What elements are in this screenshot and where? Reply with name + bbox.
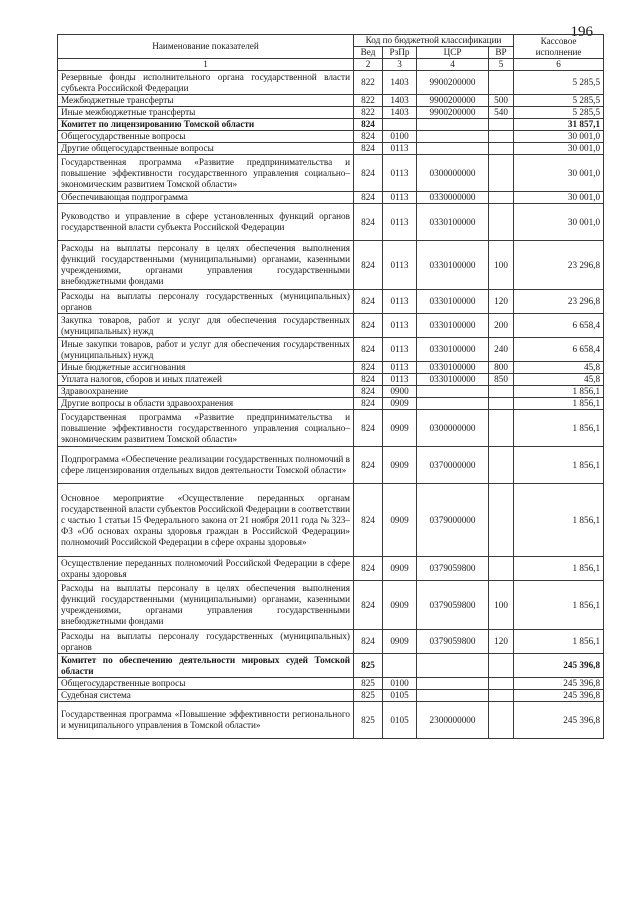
row-name: Иные межбюджетные трансферты <box>58 107 354 119</box>
row-rzpr: 0909 <box>383 447 417 484</box>
row-name: Комитет по лицензированию Томской области <box>58 119 354 131</box>
row-ved: 824 <box>354 447 383 484</box>
row-rzpr: 0113 <box>383 374 417 386</box>
row-name: Подпрограмма «Обеспечение реализации государственных полномочий в сфере лицензирования отдельных видов деятельности Томской области» <box>58 447 354 484</box>
row-vr <box>489 410 514 447</box>
row-ved: 824 <box>354 557 383 581</box>
row-name: Резервные фонды исполнительного органа государственной власти субъекта Российской Федерации <box>58 71 354 95</box>
row-amount: 30 001,0 <box>514 192 604 204</box>
table-row <box>58 71 604 95</box>
table-row <box>58 95 604 107</box>
header-name-column: Наименование показателей <box>58 35 354 59</box>
row-csr <box>417 678 489 690</box>
row-ved: 824 <box>354 386 383 398</box>
row-amount: 23 296,8 <box>514 241 604 290</box>
row-amount: 245 396,8 <box>514 702 604 739</box>
table-row <box>58 119 604 131</box>
header-amount-column: Кассовое исполнение <box>514 35 604 59</box>
row-amount: 1 856,1 <box>514 581 604 630</box>
column-number: 6 <box>514 59 604 71</box>
budget-execution-table <box>57 34 604 739</box>
table-row <box>58 630 604 654</box>
row-name: Расходы на выплаты персоналу государственных (муниципальных) органов <box>58 630 354 654</box>
row-vr: 120 <box>489 630 514 654</box>
row-vr <box>489 155 514 192</box>
row-amount: 245 396,8 <box>514 678 604 690</box>
row-rzpr: 0113 <box>383 204 417 241</box>
row-name: Осуществление переданных полномочий Российской Федерации в сфере охраны здоровья <box>58 557 354 581</box>
row-csr: 0379059800 <box>417 557 489 581</box>
row-vr: 200 <box>489 314 514 338</box>
row-amount: 45,8 <box>514 374 604 386</box>
row-rzpr: 0113 <box>383 290 417 314</box>
row-name: Межбюджетные трансферты <box>58 95 354 107</box>
row-vr <box>489 71 514 95</box>
row-amount: 1 856,1 <box>514 557 604 581</box>
row-amount: 5 285,5 <box>514 107 604 119</box>
row-ved: 824 <box>354 314 383 338</box>
row-vr: 850 <box>489 374 514 386</box>
row-vr <box>489 557 514 581</box>
row-amount: 30 001,0 <box>514 155 604 192</box>
row-name: Судебная система <box>58 690 354 702</box>
row-ved: 824 <box>354 204 383 241</box>
table-row <box>58 241 604 290</box>
row-name: Общегосударственные вопросы <box>58 131 354 143</box>
row-name: Государственная программа «Повышение эффективности регионального и муниципального управления в Томской области» <box>58 702 354 739</box>
header-ved: Вед <box>354 47 383 59</box>
table-row <box>58 690 604 702</box>
row-csr: 0379059800 <box>417 630 489 654</box>
table-row <box>58 204 604 241</box>
row-ved: 824 <box>354 131 383 143</box>
row-name: Иные бюджетные ассигнования <box>58 362 354 374</box>
table-row <box>58 107 604 119</box>
row-csr: 0330100000 <box>417 314 489 338</box>
row-vr <box>489 690 514 702</box>
table-row <box>58 702 604 739</box>
row-amount: 1 856,1 <box>514 630 604 654</box>
row-csr <box>417 654 489 678</box>
row-csr: 0379059800 <box>417 581 489 630</box>
row-csr <box>417 131 489 143</box>
row-csr: 0330100000 <box>417 338 489 362</box>
header-csr: ЦСР <box>417 47 489 59</box>
row-amount: 5 285,5 <box>514 71 604 95</box>
row-csr: 0300000000 <box>417 155 489 192</box>
row-rzpr: 0909 <box>383 581 417 630</box>
row-vr <box>489 386 514 398</box>
row-ved: 824 <box>354 192 383 204</box>
column-number: 1 <box>58 59 354 71</box>
row-ved: 825 <box>354 690 383 702</box>
row-rzpr: 1403 <box>383 95 417 107</box>
row-vr <box>489 447 514 484</box>
row-rzpr: 0909 <box>383 630 417 654</box>
row-ved: 824 <box>354 484 383 557</box>
row-csr: 0379000000 <box>417 484 489 557</box>
row-name: Государственная программа «Развитие предпринимательства и повышение эффективности государственного управления социально–экономическим развитием Томской области» <box>58 410 354 447</box>
column-number: 5 <box>489 59 514 71</box>
row-ved: 824 <box>354 119 383 131</box>
table-row <box>58 678 604 690</box>
row-rzpr: 0909 <box>383 398 417 410</box>
row-rzpr: 0909 <box>383 557 417 581</box>
row-amount: 30 001,0 <box>514 143 604 155</box>
row-ved: 822 <box>354 71 383 95</box>
row-name: Другие общегосударственные вопросы <box>58 143 354 155</box>
row-ved: 824 <box>354 290 383 314</box>
table-row <box>58 192 604 204</box>
row-name: Другие вопросы в области здравоохранения <box>58 398 354 410</box>
column-number: 3 <box>383 59 417 71</box>
row-rzpr: 0105 <box>383 690 417 702</box>
row-ved: 824 <box>354 155 383 192</box>
row-amount: 30 001,0 <box>514 131 604 143</box>
row-ved: 824 <box>354 410 383 447</box>
row-rzpr: 0909 <box>383 484 417 557</box>
table-row <box>58 410 604 447</box>
table-row <box>58 362 604 374</box>
header-rzpr: РзПр <box>383 47 417 59</box>
row-csr: 0330100000 <box>417 362 489 374</box>
row-name: Иные закупки товаров, работ и услуг для обеспечения государственных (муниципальных) нужд <box>58 338 354 362</box>
row-csr: 9900200000 <box>417 95 489 107</box>
row-rzpr <box>383 654 417 678</box>
row-ved: 824 <box>354 241 383 290</box>
row-name: Здравоохранение <box>58 386 354 398</box>
table-row <box>58 155 604 192</box>
row-csr: 2300000000 <box>417 702 489 739</box>
row-amount: 1 856,1 <box>514 447 604 484</box>
row-amount: 31 857,1 <box>514 119 604 131</box>
row-vr <box>489 204 514 241</box>
row-name: Расходы на выплаты персоналу в целях обеспечения выполнения функций государственными (муниципальными) органами, казенными учреждениями, органами управления государственными внебюджетными фондами <box>58 581 354 630</box>
row-csr: 0330100000 <box>417 374 489 386</box>
row-vr <box>489 398 514 410</box>
row-vr <box>489 654 514 678</box>
table-row <box>58 290 604 314</box>
row-name: Обеспечивающая подпрограмма <box>58 192 354 204</box>
row-ved: 825 <box>354 654 383 678</box>
row-ved: 824 <box>354 338 383 362</box>
row-amount: 5 285,5 <box>514 95 604 107</box>
table-row <box>58 447 604 484</box>
row-ved: 824 <box>354 362 383 374</box>
row-rzpr: 0100 <box>383 678 417 690</box>
row-amount: 6 658,4 <box>514 338 604 362</box>
row-vr <box>489 484 514 557</box>
row-rzpr: 0105 <box>383 702 417 739</box>
row-vr <box>489 119 514 131</box>
row-amount: 245 396,8 <box>514 690 604 702</box>
row-ved: 824 <box>354 581 383 630</box>
row-csr <box>417 386 489 398</box>
row-ved: 824 <box>354 374 383 386</box>
row-rzpr: 0909 <box>383 410 417 447</box>
row-rzpr: 0113 <box>383 241 417 290</box>
row-csr <box>417 398 489 410</box>
table-row <box>58 386 604 398</box>
table-row <box>58 654 604 678</box>
row-amount: 6 658,4 <box>514 314 604 338</box>
row-ved: 824 <box>354 630 383 654</box>
row-vr: 100 <box>489 241 514 290</box>
row-rzpr: 0113 <box>383 143 417 155</box>
row-rzpr: 0113 <box>383 192 417 204</box>
table-row <box>58 398 604 410</box>
row-vr: 100 <box>489 581 514 630</box>
row-amount: 45,8 <box>514 362 604 374</box>
table-body <box>58 71 604 739</box>
row-rzpr: 0100 <box>383 131 417 143</box>
row-rzpr: 0113 <box>383 362 417 374</box>
row-ved: 822 <box>354 107 383 119</box>
row-name: Руководство и управление в сфере установленных функций органов государственной власти субъекта Российской Федерации <box>58 204 354 241</box>
row-amount: 1 856,1 <box>514 386 604 398</box>
row-rzpr: 0113 <box>383 338 417 362</box>
row-csr: 0330100000 <box>417 204 489 241</box>
row-csr: 0370000000 <box>417 447 489 484</box>
row-name: Расходы на выплаты персоналу государственных (муниципальных) органов <box>58 290 354 314</box>
row-name: Государственная программа «Развитие предпринимательства и повышение эффективности государственного управления социально–экономическим развитием Томской области» <box>58 155 354 192</box>
row-rzpr <box>383 119 417 131</box>
row-vr <box>489 678 514 690</box>
table-row <box>58 131 604 143</box>
row-amount: 23 296,8 <box>514 290 604 314</box>
row-csr <box>417 119 489 131</box>
table-row <box>58 484 604 557</box>
row-csr: 9900200000 <box>417 71 489 95</box>
row-ved: 825 <box>354 678 383 690</box>
row-vr <box>489 131 514 143</box>
row-vr: 120 <box>489 290 514 314</box>
row-amount: 30 001,0 <box>514 204 604 241</box>
row-vr <box>489 192 514 204</box>
row-name: Общегосударственные вопросы <box>58 678 354 690</box>
row-ved: 822 <box>354 95 383 107</box>
row-name: Комитет по обеспечению деятельности мировых судей Томской области <box>58 654 354 678</box>
row-amount: 245 396,8 <box>514 654 604 678</box>
row-csr: 9900200000 <box>417 107 489 119</box>
row-name: Уплата налогов, сборов и иных платежей <box>58 374 354 386</box>
row-amount: 1 856,1 <box>514 410 604 447</box>
table-row <box>58 557 604 581</box>
header-vr: ВР <box>489 47 514 59</box>
row-rzpr: 0113 <box>383 155 417 192</box>
column-number: 2 <box>354 59 383 71</box>
table-row <box>58 581 604 630</box>
header-code-group: Код по бюджетной классификации <box>354 35 514 47</box>
row-csr: 0330000000 <box>417 192 489 204</box>
page-number: 196 <box>570 24 593 40</box>
row-rzpr: 1403 <box>383 71 417 95</box>
row-amount: 1 856,1 <box>514 484 604 557</box>
row-vr <box>489 702 514 739</box>
row-vr: 540 <box>489 107 514 119</box>
row-csr <box>417 690 489 702</box>
table-row <box>58 143 604 155</box>
row-ved: 824 <box>354 398 383 410</box>
row-rzpr: 1403 <box>383 107 417 119</box>
row-amount: 1 856,1 <box>514 398 604 410</box>
row-ved: 824 <box>354 143 383 155</box>
row-csr <box>417 143 489 155</box>
row-name: Закупка товаров, работ и услуг для обеспечения государственных (муниципальных) нужд <box>58 314 354 338</box>
row-name: Расходы на выплаты персоналу в целях обеспечения выполнения функций государственными (муниципальными) органами, казенными учреждениями, органами управления государственными внебюджетными фондами <box>58 241 354 290</box>
column-number: 4 <box>417 59 489 71</box>
row-name: Основное мероприятие «Осуществление переданных органам государственной власти субъектов Российской Федерации в соответствии с частью 1 статьи 15 Федерального закона от 21 ноября 2011 года № 323–ФЗ «Об основах охраны здоровья граждан в Российской Федерации» полномочий Российской Федерации в сфере охраны здоровья» <box>58 484 354 557</box>
table-row <box>58 338 604 362</box>
row-vr: 800 <box>489 362 514 374</box>
row-rzpr: 0900 <box>383 386 417 398</box>
table-row <box>58 314 604 338</box>
row-rzpr: 0113 <box>383 314 417 338</box>
row-csr: 0330100000 <box>417 290 489 314</box>
row-vr <box>489 143 514 155</box>
table-row <box>58 374 604 386</box>
row-vr: 500 <box>489 95 514 107</box>
row-vr: 240 <box>489 338 514 362</box>
row-ved: 825 <box>354 702 383 739</box>
row-csr: 0330100000 <box>417 241 489 290</box>
row-csr: 0300000000 <box>417 410 489 447</box>
